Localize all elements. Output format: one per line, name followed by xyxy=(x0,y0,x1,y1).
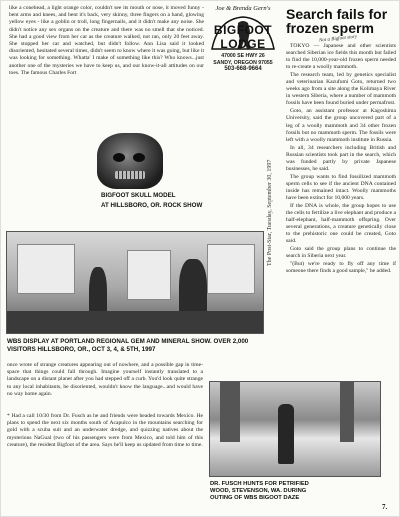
news-headline: Search fails for frozen sperm xyxy=(286,6,388,36)
fusch-caption-line3: OUTING OF WBS BIGOOT DAZE xyxy=(210,495,300,501)
fusch-caption xyxy=(210,481,380,502)
skull-caption xyxy=(101,191,271,211)
fusch-note-text: * Had a call 10/30 from Dr. Fusch as he and friends were headed towards Mexico. He plans to spend the next six months south of Acapulco in the mountains searching for gold with a scuba suit and an underwater dredge, and quizzing natives about the mysterious NaGual (two of his passengers were from Mexico, and told him of this creature), the resident Bigfoot of the area. Says he'll keep us updated from time to time. xyxy=(7,413,203,448)
mid-story-text: once wrote of strange creatures appearing out of nowhere, and a possible gap in time-space that things could fall through. Imagine yourself instantly translated to a landscape on a distant planet after you had stepped off a curb. You'd look quite strange to any local inhabitants, be disoriented, wouldn't know the language...and would have no way home again. xyxy=(7,362,203,397)
display-table xyxy=(7,311,263,333)
news-paragraph: Goto said the group plans to continue the search in Siberia next year. xyxy=(286,246,396,260)
display-board xyxy=(127,250,171,300)
news-paragraph: TOKYO — Japanese and other scientists searched Siberian ice fields this month but failed to find the 10,000-year-old frozen sperm needed to re-create a woolly mammoth. xyxy=(286,43,396,71)
skull-eye-socket xyxy=(133,153,145,162)
person-figure xyxy=(278,404,294,464)
news-paragraph: Goto, an assistant professor at Kagoshima University, said the group uncovered part of a leg of a woolly mammoth and 34 other frozen fossils but no mammoth sperm. The fossils were left with a woolly mammoth institute in Russia. xyxy=(286,108,396,143)
fusch-caption-line1: DR. FUSCH HUNTS FOR PETRIFIED xyxy=(210,481,309,487)
gem-show-caption: WBS DISPLAY AT PORTLAND REGIONAL GEM AND MINERAL SHOW. OVER 2,000 VISITORS HILLSBORO, OR., OCT 3, 4, & 5TH, 1997 xyxy=(7,338,249,353)
fusch-caption-line2: WOOD, STEVENSON, WA. DURING xyxy=(210,488,307,494)
skull-teeth xyxy=(115,171,145,179)
news-paragraph: The research team, led by genetics specialist and veterinarian Kazufumi Goto, returned two weeks ago from a site along the Kolimaya River in western Siberia, where a number of mammoth fossils have been found buried under permafrost. xyxy=(286,72,396,107)
fusch-petrified-wood-photo xyxy=(209,381,381,477)
tree-trunk xyxy=(220,382,240,442)
lodge-name: BIGFOOT LODGE xyxy=(213,23,273,51)
lodge-phone: 503-668-9664 xyxy=(224,66,262,72)
lodge-address-line2: SANDY, OREGON 97055 xyxy=(213,59,273,66)
bigfoot-lodge-ad xyxy=(206,5,280,91)
lodge-owners: Joe & Brenda Gern's xyxy=(215,5,271,12)
news-paragraph: The group wants to find fossilized mammoth sperm cells to see if the ancient DNA contained inside has remained intact. Woolly mammoths have been extinct for 10,000 years. xyxy=(286,173,396,201)
gem-show-display-photo xyxy=(6,231,264,334)
lodge-address-line1: 47000 SE HWY 26 xyxy=(221,53,265,59)
news-paragraph: In all, 34 researchers including British and Russian scientists took part in the search, which was funded partly by private Japanese businesses, he said. xyxy=(286,144,396,172)
top-story-text: like a conehead, a light orange color, couldn't see its mouth or nose, it moved funny - bent arms and knees, and bent it's back, very skinny, three fingers on a hand, glowing yellow eyes - like a goblin or troll, long fingernails, and it didn't make any noise. She didn't notice any sex organs on the creature and there was no smell that she noticed. She had a good view from her car as the creature walked, not ran, only 20 feet away. She stopped her car and watched, but didn't follow. Ann Lisa said it looked disoriented, hesitated several times, didn't seem to know where it was going, but like it was looking for something. Whatta' I make of something like this? Who knows...just another one of the mysteries we have to keep us, and our know-it-all attitudes on our toes. The famous Charles Fort xyxy=(9,5,204,76)
newspaper-dateline: The Post-Star, Tuesday, September 30, 1997 xyxy=(267,159,273,266)
news-paragraph: "(But) we're ready to fly off any time if someone there finds a good sample," he added. xyxy=(286,261,396,275)
skull-caption-line2: AT HILLSBORO, OR. ROCK SHOW xyxy=(101,202,203,209)
tree-trunk xyxy=(340,382,354,442)
display-board xyxy=(17,244,75,294)
skull-eye-socket xyxy=(113,153,125,162)
lodge-logo xyxy=(208,13,278,53)
skull-model-photo xyxy=(97,133,163,189)
news-body xyxy=(286,43,396,277)
handwritten-note: Not a Bigfoot story xyxy=(318,34,358,44)
skull-caption-line1: BIGFOOT SKULL MODEL xyxy=(101,192,176,199)
news-paragraph: If the DNA is whole, the group hopes to use the cells to fertilize a live elephant and produce a half-elephant, half-mammoth offspring. Over several generations, a creature genetically close to the prehistoric one could be created, Goto said. xyxy=(286,203,396,245)
display-board xyxy=(207,244,255,294)
page-number: 7. xyxy=(382,503,388,511)
